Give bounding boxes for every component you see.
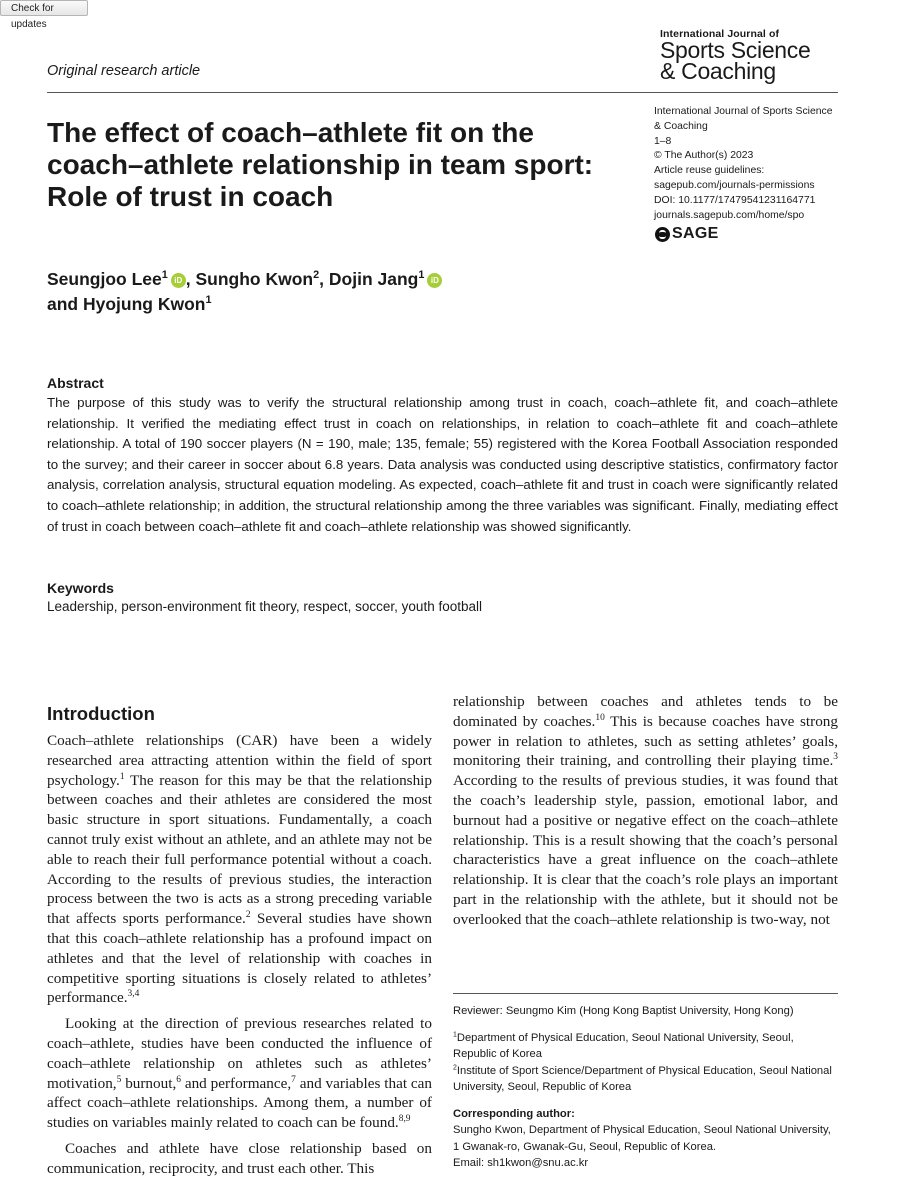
author-separator: ,: [319, 269, 329, 289]
body-column-left: [47, 731, 432, 1179]
author-separator: ,: [185, 269, 196, 289]
paragraph: Coaches and athlete have close relationship based on communication, reciprocity, and trust each other. This: [47, 1139, 432, 1177]
section-heading-introduction: Introduction: [47, 703, 155, 724]
text: and variables that can affect coach–athlete relationships. Among them, a number of studies on variables mainly related to coach can be found.: [47, 1074, 432, 1132]
reviewer-note: Reviewer: Seungmo Kim (Hong Kong Baptist University, Hong Kong): [453, 1005, 794, 1017]
meta-copyright: © The Author(s) 2023: [654, 150, 754, 162]
meta-journal: International Journal of Sports Science: [654, 106, 833, 117]
author-name: Seungjoo Lee: [47, 269, 162, 289]
check-for-updates-button[interactable]: Check for updates: [0, 0, 88, 16]
author-name: Dojin Jang: [328, 269, 419, 289]
affiliation-mark: 1: [453, 1030, 457, 1038]
affiliation-mark: 1: [418, 269, 425, 282]
author-list: [47, 267, 607, 317]
meta-doi[interactable]: DOI: 10.1177/17479541231164771: [654, 194, 816, 206]
text: The reason for this may be that the relationship between coaches and their athletes are considered the most basic structure in sport situations. Fundamentally, a coach cannot truly exist without an athlete, and an athlete may not be able to reach their full performance potential without a coach. According to the results of previous studies, the interaction process between the two is acts as a strong preceding variable that affects sports performance.: [47, 771, 432, 928]
affiliation-mark: 2: [453, 1063, 457, 1071]
keywords-heading: Keywords: [47, 580, 114, 596]
journal-logo-line2: Sports Science: [660, 37, 811, 63]
paragraph: [47, 1014, 432, 1133]
article-meta: [654, 105, 854, 223]
affiliation-2: [453, 1063, 838, 1096]
citation[interactable]: 3: [833, 752, 838, 763]
publisher-logo: [655, 225, 719, 243]
meta-permissions-link[interactable]: sagepub.com/journals-permissions: [654, 179, 815, 191]
journal-logo-line1: International Journal of: [660, 28, 780, 40]
citation[interactable]: 5: [116, 1074, 122, 1085]
text: This is because coaches have strong power in relation to athletes, such as setting athletes’ goals, monitoring their training, and controlling their playing time.: [453, 712, 838, 770]
corresponding-author: Sungho Kwon, Department of Physical Education, Seoul National University, 1 Gwanak-ro, Gwanak-Gu, Seoul, Republic of Korea.: [453, 1124, 831, 1153]
citation[interactable]: 7: [291, 1074, 296, 1085]
journal-logo: [660, 28, 850, 82]
paragraph: [47, 731, 432, 1008]
citation[interactable]: 1: [119, 771, 125, 782]
text: burnout,: [121, 1074, 177, 1092]
citation[interactable]: 6: [176, 1074, 181, 1085]
orcid-icon[interactable]: iD: [427, 273, 442, 288]
article-type: Original research article: [47, 63, 201, 79]
corresponding-author-heading: Corresponding author:: [453, 1107, 575, 1120]
footnotes: [453, 1003, 838, 1172]
footnote-divider: [453, 993, 838, 994]
affiliation-text: Institute of Sport Science/Department of Physical Education, Seoul National University, Seoul, Republic of Korea: [453, 1064, 832, 1093]
header-divider: [47, 92, 838, 93]
text: and performance,: [180, 1074, 292, 1092]
affiliation-mark: 1: [161, 269, 168, 282]
meta-journal-cont: & Coaching: [654, 120, 708, 132]
text: Several studies have shown that this coach–athlete relationship has a profound impact on athletes and that the level of relationship with coaches in competitive sporting situations is closely related to athletes’ performance.: [47, 910, 433, 1007]
affiliation-mark: 2: [313, 269, 320, 282]
text: relationship between coaches and athletes tends to be dominated by coaches.: [453, 693, 838, 730]
text: Coach–athlete relationships (CAR) have been a widely researched area attracting attention within the field of sport psychology.: [47, 732, 432, 789]
citation[interactable]: 10: [595, 712, 605, 723]
affiliation-text: Department of Physical Education, Seoul National University, Seoul, Republic of Korea: [453, 1031, 794, 1060]
publisher-name: SAGE: [672, 225, 719, 242]
citation[interactable]: 2: [245, 910, 251, 921]
meta-reuse: Article reuse guidelines:: [654, 165, 765, 177]
paragraph: [453, 692, 838, 930]
abstract-text: The purpose of this study was to verify the structural relationship among trust in coach, coach–athlete fit, and coach–athlete relationship. It verified the mediating effect trust in coach on relationships, in relation to coach–athlete fit and coach–athlete relationship. A total of 190 soccer players (N = 190, male; 135, female; 55) registered with the Korea Football Association responded to the survey; and their career in soccer about 6.8 years. Data analysis was conducted using descriptive statistics, confirmatory factor analysis, correlation analysis, structural equation modeling. As expected, coach–athlete fit and trust in coach were significantly related to coach–athlete relationship; in addition, the structural relationship among the three variables was significant. Finally, mediating effect of trust in coach between coach–athlete fit and coach–athlete relationship was showed significantly.: [47, 395, 838, 534]
citation[interactable]: 3,4: [127, 989, 140, 1000]
sage-icon: [655, 227, 670, 242]
text: Looking at the direction of previous researches related to coach–athlete, studies have been conducted the influence of coach–athlete relationship on athletes such as athletes’ motivation,: [47, 1015, 432, 1092]
orcid-icon[interactable]: iD: [171, 273, 186, 288]
author-name: Sungho Kwon: [195, 269, 314, 289]
keywords-text: Leadership, person-environment fit theory, respect, soccer, youth football: [47, 599, 482, 614]
affiliation-mark: 1: [205, 294, 212, 307]
journal-logo-line3: & Coaching: [660, 58, 776, 84]
corresponding-email[interactable]: Email: sh1kwon@snu.ac.kr: [453, 1157, 589, 1169]
article-title: The effect of coach–athlete fit on the coach–athlete relationship in team sport: Role of trust in coach: [47, 117, 594, 212]
affiliation-1: [453, 1030, 838, 1063]
body-column-right: [453, 692, 838, 930]
abstract-heading: Abstract: [47, 375, 104, 391]
meta-journal-url[interactable]: journals.sagepub.com/home/spo: [654, 209, 805, 221]
author-name: and Hyojung Kwon: [47, 294, 206, 314]
meta-pages: 1–8: [654, 135, 672, 147]
citation[interactable]: 8,9: [398, 1114, 411, 1125]
text: According to the results of previous studies, it was found that the coach’s leadership style, passion, emotional labor, and burnout had a positive or negative effect on the coach–athlete relationship. This is a result showing that the coach’s personal characteristics have a great influence on the coach–athlete relationship. It is clear that the coach’s role plays an important part in the relationship with the athlete, but it should not be overlooked that the coach–athlete relationship is two-way, not: [453, 772, 838, 928]
